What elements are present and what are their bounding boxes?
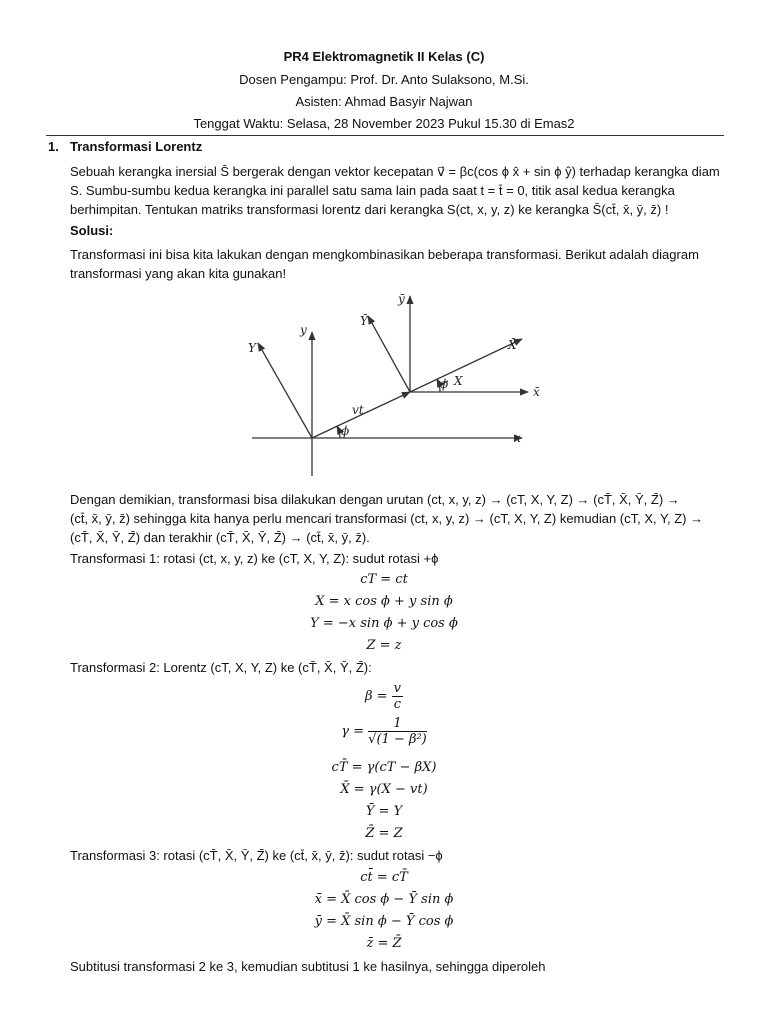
label-vt: vt <box>352 403 364 417</box>
t3-eq-4: z̄ = Z̄ <box>366 936 402 951</box>
intro-line-1: Transformasi ini bisa kita lakukan dengan mengkombinasikan beberapa transformasi. Berikut adalah diagram <box>70 247 699 262</box>
problem-line-3: berhimpitan. Tentukan matriks transformasi lorentz dari kerangka S(ct, x, y, z) ke kerangka S̄(ct̄, x̄, ȳ, z̄) ! <box>70 202 669 217</box>
intro-line-2: transformasi yang akan kita gunakan! <box>70 266 287 281</box>
order-line-3: (cT̄, X̄, Ȳ, Z̄) dan terakhir (cT̄, X̄, Ȳ, Z̄) → (ct̄, x̄, ȳ, z̄). <box>70 530 370 545</box>
order-line-2: (ct̄, x̄, ȳ, z̄) sehingga kita hanya perlu mencari transformasi (ct, x, y, z) → (cT, X, Y, Z) kemudian (cT, X, Y, Z) → <box>70 511 704 526</box>
label-x: x <box>514 431 521 445</box>
label-Ybar: Ȳ <box>360 314 368 328</box>
deadline-line: Tenggat Waktu: Selasa, 28 November 2023 Pukul 15.30 di Emas2 <box>193 116 575 131</box>
transform-2-label: Transformasi 2: Lorentz (cT, X, Y, Z) ke (cT̄, X̄, Ȳ, Z̄): <box>70 660 372 675</box>
t3-eq-3: ȳ = X̄ sin ϕ − Ȳ cos ϕ <box>314 914 454 929</box>
section-title: Transformasi Lorentz <box>70 139 203 154</box>
label-phi2: ϕ <box>440 377 449 391</box>
gamma-denominator: √(1 − β²) <box>368 732 427 747</box>
gamma-numerator: 1 <box>368 716 427 732</box>
rotated-Y-axis <box>258 343 312 438</box>
section-number: 1. <box>48 139 59 154</box>
assistant-line: Asisten: Ahmad Basyir Najwan <box>295 94 473 109</box>
gamma-fraction <box>368 716 427 747</box>
order-line-1: Dengan demikian, transformasi bisa dilakukan dengan urutan (ct, x, y, z) → (cT, X, Y, Z) → (cT̄, X̄, Ȳ, Z̄) → <box>70 492 680 507</box>
beta-fraction <box>392 681 403 712</box>
t2-eq-3: Ȳ = Y <box>365 804 403 819</box>
beta-numerator: v <box>393 681 402 696</box>
phi-arc <box>337 426 340 438</box>
t2-eq-2: X̄ = γ(X − vt) <box>340 782 428 797</box>
beta-denominator: c <box>393 697 401 712</box>
document-title: PR4 Elektromagnetik II Kelas (C) <box>283 49 485 64</box>
label-y: y <box>300 323 307 337</box>
problem-line-1: Sebuah kerangka inersial S̄ bergerak dengan vektor kecepatan v⃗ = βc(cos ϕ x̂ + sin ϕ ŷ) terhadap kerangka diam <box>70 164 720 179</box>
transform-3-label: Transformasi 3: rotasi (cT̄, X̄, Ȳ, Z̄) ke (ct̄, x̄, ȳ, z̄): sudut rotasi −ϕ <box>70 848 443 863</box>
problem-line-2: S. Sumbu-sumbu kedua kerangka ini parallel satu sama lain pada saat t = t̄ = 0, titik asal kedua kerangka <box>70 183 675 198</box>
beta-lhs: β = <box>364 689 388 704</box>
gamma-lhs: γ = <box>341 724 365 739</box>
label-xbar: x̄ <box>533 385 540 399</box>
Ybar-axis <box>368 316 410 392</box>
Xbar-axis <box>410 339 522 392</box>
label-Y: Y <box>248 341 256 355</box>
t3-eq-1: ct̄ = cT̄ <box>360 870 408 885</box>
t2-gamma-eq <box>0 716 768 747</box>
label-Xbar: X̄ <box>508 338 517 352</box>
t1-eq-1: cT = ct <box>360 572 408 587</box>
solution-label: Solusi: <box>70 223 114 238</box>
t1-eq-2: X = x cos ϕ + y sin ϕ <box>315 594 453 609</box>
t3-eq-2: x̄ = X̄ cos ϕ − Ȳ sin ϕ <box>314 892 454 907</box>
t1-eq-4: Z = z <box>366 638 402 653</box>
t2-eq-1: cT̄ = γ(cT − βX) <box>331 760 437 775</box>
label-Xhat: X <box>454 374 463 388</box>
lecturer-line: Dosen Pengampu: Prof. Dr. Anto Sulaksono, M.Si. <box>239 72 529 87</box>
label-ybar: ȳ <box>398 292 405 306</box>
t2-beta-eq <box>0 681 768 712</box>
t2-eq-4: Z̄ = Z <box>365 826 403 841</box>
closing-line: Subtitusi transformasi 2 ke 3, kemudian subtitusi 1 ke hasilnya, sehingga diperoleh <box>70 959 546 974</box>
transform-1-label: Transformasi 1: rotasi (ct, x, y, z) ke (cT, X, Y, Z): sudut rotasi +ϕ <box>70 551 439 566</box>
t1-eq-3: Y = −x sin ϕ + y cos ϕ <box>310 616 458 631</box>
label-phi: ϕ <box>341 424 350 438</box>
